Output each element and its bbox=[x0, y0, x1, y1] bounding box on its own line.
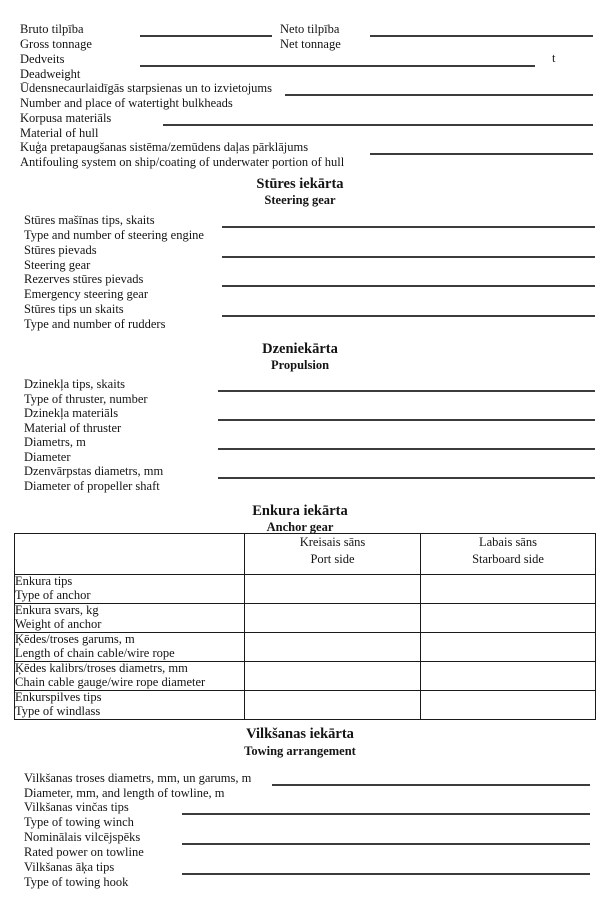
antifouling-label-en: Antifouling system on ship/coating of underwater portion of hull bbox=[20, 155, 345, 169]
anchor-section-title-en: Anchor gear bbox=[266, 520, 334, 534]
anchor-weight-port-cell bbox=[245, 604, 421, 633]
rated-power-fill-line bbox=[182, 843, 590, 845]
windlass-port-cell bbox=[245, 691, 421, 720]
anchor-weight-row-label bbox=[15, 604, 245, 633]
anchor-section-title-lv: Enkura iekārta bbox=[252, 503, 348, 519]
watertight-bulkheads-fill-line bbox=[285, 94, 593, 96]
chain-gauge-row-label bbox=[15, 662, 245, 691]
propeller-shaft-label-lv: Dzenvārpstas diametrs, mm bbox=[24, 464, 164, 478]
windlass-label-en: Type of windlass bbox=[15, 703, 101, 718]
propulsion-section-title-lv: Dzeniekārta bbox=[262, 341, 338, 357]
anchor-type-row-label bbox=[15, 575, 245, 604]
steering-engine-label-lv: Stūres mašīnas tips, skaits bbox=[24, 213, 155, 227]
anchor-gear-table bbox=[14, 533, 596, 720]
propulsion-section-title-en: Propulsion bbox=[270, 358, 330, 372]
antifouling-label-lv: Kuģa pretapaugšanas sistēma/zemūdens daļas pārklājums bbox=[20, 140, 309, 154]
net-tonnage-fill-line bbox=[370, 35, 593, 37]
emergency-steering-label-lv: Rezerves stūres pievads bbox=[24, 272, 144, 286]
chain-gauge-port-cell bbox=[245, 662, 421, 691]
towing-hook-label-en: Type of towing hook bbox=[24, 875, 129, 889]
steering-gear-label-en: Steering gear bbox=[24, 258, 91, 272]
anchor-type-label-en: Type of anchor bbox=[15, 587, 91, 602]
table-row-chain-length bbox=[15, 633, 596, 662]
chain-length-label-en: Length of chain cable/wire rope bbox=[15, 645, 175, 660]
chain-gauge-label-en: Chain cable gauge/wire rope diameter bbox=[15, 674, 206, 689]
chain-length-port-cell bbox=[245, 633, 421, 662]
thruster-material-label-lv: Dzinekļa materiāls bbox=[24, 406, 119, 420]
diameter-label-en: Diameter bbox=[24, 450, 71, 464]
anchor-table-header-row bbox=[15, 534, 596, 575]
towline-diameter-label-lv: Vilkšanas troses diametrs, mm, un garums, m bbox=[24, 771, 252, 785]
rated-power-label-en: Rated power on towline bbox=[24, 845, 144, 859]
steering-engine-fill-line bbox=[222, 226, 595, 228]
towing-winch-label-lv: Vilkšanas vinčas tips bbox=[24, 800, 129, 814]
diameter-label-lv: Diametrs, m bbox=[24, 435, 86, 449]
towing-winch-fill-line bbox=[182, 813, 590, 815]
rudders-label-en: Type and number of rudders bbox=[24, 317, 166, 331]
anchor-weight-label-lv: Enkura svars, kg bbox=[15, 603, 99, 617]
towline-diameter-fill-line bbox=[272, 784, 590, 786]
anchor-type-port-cell bbox=[245, 575, 421, 604]
chain-gauge-starboard-cell bbox=[421, 662, 596, 691]
deadweight-unit-label: t bbox=[552, 51, 556, 65]
towing-hook-fill-line bbox=[182, 873, 590, 875]
deadweight-fill-line bbox=[140, 65, 535, 67]
anchor-weight-starboard-cell bbox=[421, 604, 596, 633]
hull-material-label-lv: Korpusa materiāls bbox=[20, 111, 112, 125]
anchor-type-label-lv: Enkura tips bbox=[15, 574, 73, 588]
thruster-material-label-en: Material of thruster bbox=[24, 421, 122, 435]
steering-gear-label-lv: Stūres pievads bbox=[24, 243, 97, 257]
anchor-table-header-starboard bbox=[421, 534, 596, 575]
deadweight-label-en: Deadweight bbox=[20, 67, 81, 81]
starboard-side-header-en: Starboard side bbox=[472, 552, 544, 566]
windlass-starboard-cell bbox=[421, 691, 596, 720]
port-side-header-en: Port side bbox=[310, 552, 355, 566]
thruster-material-fill-line bbox=[218, 419, 595, 421]
thruster-type-fill-line bbox=[218, 390, 595, 392]
gross-tonnage-fill-line bbox=[140, 35, 272, 37]
diameter-fill-line bbox=[218, 448, 595, 450]
towline-diameter-label-en: Diameter, mm, and length of towline, m bbox=[24, 786, 225, 800]
towing-winch-label-en: Type of towing winch bbox=[24, 815, 134, 829]
starboard-side-header-lv: Labais sāns bbox=[479, 535, 537, 549]
chain-length-starboard-cell bbox=[421, 633, 596, 662]
windlass-row-label bbox=[15, 691, 245, 720]
gross-tonnage-label-en: Gross tonnage bbox=[20, 37, 92, 51]
hull-material-label-en: Material of hull bbox=[20, 126, 99, 140]
windlass-label-lv: Enkurspilves tips bbox=[15, 690, 102, 704]
deadweight-label-lv: Dedveits bbox=[20, 52, 65, 66]
thruster-type-label-en: Type of thruster, number bbox=[24, 392, 148, 406]
net-tonnage-label-en: Net tonnage bbox=[280, 37, 341, 51]
towing-section-title-lv: Vilkšanas iekārta bbox=[246, 726, 354, 742]
anchor-type-starboard-cell bbox=[421, 575, 596, 604]
table-row-chain-gauge bbox=[15, 662, 596, 691]
chain-gauge-label-lv: Ķēdes kalibrs/troses diametrs, mm bbox=[15, 661, 188, 675]
anchor-table-header-port bbox=[245, 534, 421, 575]
propeller-shaft-fill-line bbox=[218, 477, 595, 479]
rudders-fill-line bbox=[222, 315, 595, 317]
steering-engine-label-en: Type and number of steering engine bbox=[24, 228, 204, 242]
anchor-table-header-empty bbox=[15, 534, 245, 575]
towing-hook-label-lv: Vilkšanas āķa tips bbox=[24, 860, 115, 874]
net-tonnage-label-lv: Neto tilpība bbox=[280, 22, 340, 36]
towing-section-title-en: Towing arrangement bbox=[244, 744, 356, 758]
watertight-bulkheads-label-en: Number and place of watertight bulkheads bbox=[20, 96, 233, 110]
chain-length-row-label bbox=[15, 633, 245, 662]
rudders-label-lv: Stūres tips un skaits bbox=[24, 302, 124, 316]
propeller-shaft-label-en: Diameter of propeller shaft bbox=[24, 479, 160, 493]
watertight-bulkheads-label-lv: Ūdensnecaurlaidīgās starpsienas un to izvietojums bbox=[20, 81, 273, 95]
table-row-anchor-type bbox=[15, 575, 596, 604]
table-row-anchor-weight bbox=[15, 604, 596, 633]
port-side-header-lv: Kreisais sāns bbox=[299, 535, 366, 549]
steering-section-title-lv: Stūres iekārta bbox=[256, 176, 344, 192]
anchor-weight-label-en: Weight of anchor bbox=[15, 616, 102, 631]
gross-tonnage-label-lv: Bruto tilpība bbox=[20, 22, 84, 36]
thruster-type-label-lv: Dzinekļa tips, skaits bbox=[24, 377, 126, 391]
table-row-windlass bbox=[15, 691, 596, 720]
hull-material-fill-line bbox=[163, 124, 593, 126]
steering-gear-fill-line bbox=[222, 256, 595, 258]
emergency-steering-label-en: Emergency steering gear bbox=[24, 287, 149, 301]
steering-section-title-en: Steering gear bbox=[264, 193, 336, 207]
antifouling-fill-line bbox=[370, 153, 593, 155]
emergency-steering-fill-line bbox=[222, 285, 595, 287]
chain-length-label-lv: Ķēdes/troses garums, m bbox=[15, 632, 135, 646]
rated-power-label-lv: Nominālais vilcējspēks bbox=[24, 830, 141, 844]
